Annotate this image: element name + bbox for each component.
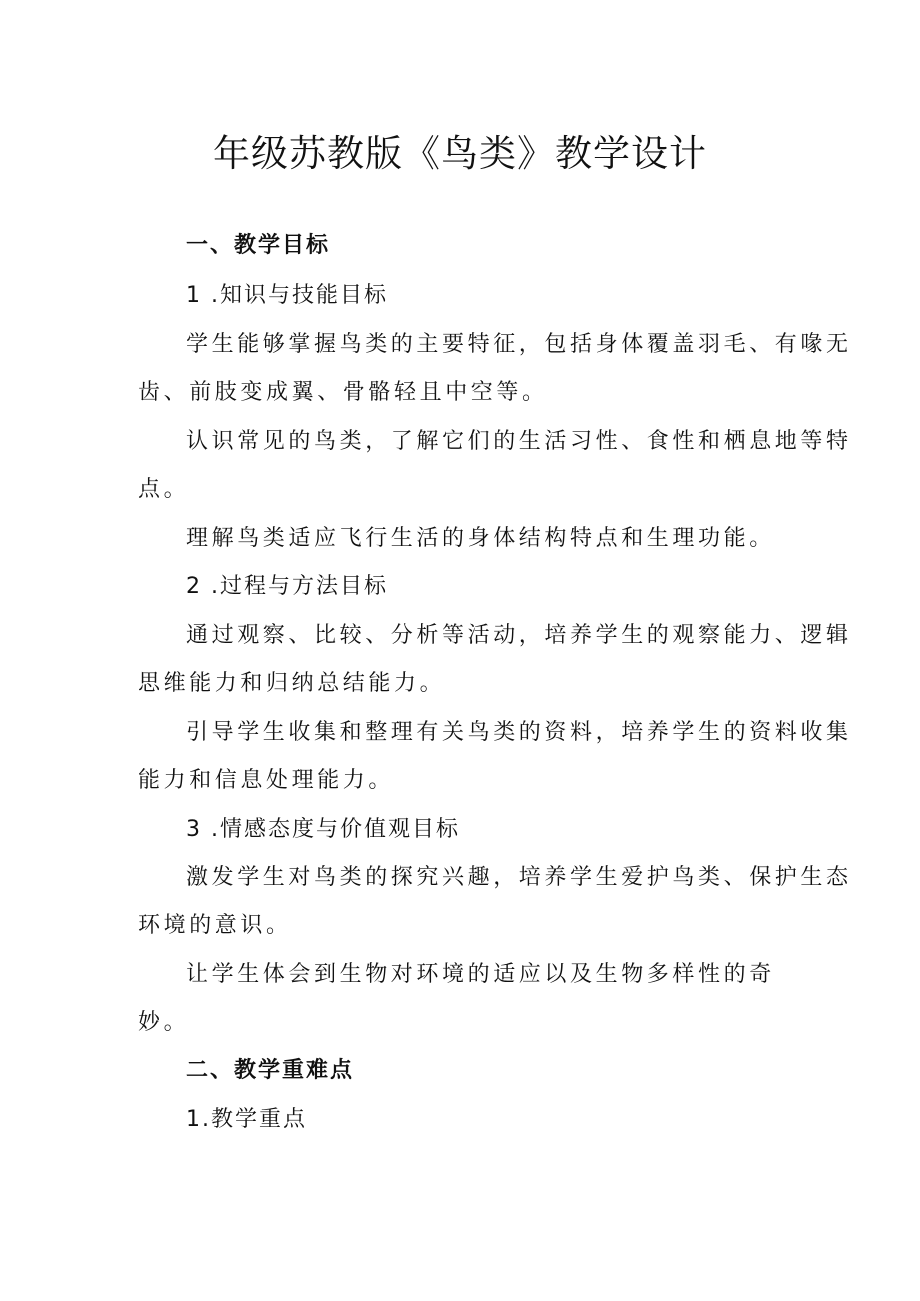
paragraph-line: 通过观察、比较、分析等活动，培养学生的观察能力、逻辑 xyxy=(186,623,852,648)
subheading-emotion-values: 3 .情感态度与价值观目标 xyxy=(186,817,460,842)
paragraph-line: 学生能够掌握鸟类的主要特征，包括身体覆盖羽毛、有喙无 xyxy=(186,332,852,357)
section-heading-key-difficult-points: 二、教学重难点 xyxy=(186,1058,355,1083)
paragraph-line: 思维能力和归纳总结能力。 xyxy=(138,671,446,696)
document-title: 年级苏教版《鸟类》教学设计 xyxy=(213,132,707,175)
paragraph-line: 激发学生对鸟类的探究兴趣，培养学生爱护鸟类、保护生态 xyxy=(186,865,852,890)
section-heading-teaching-goals: 一、教学目标 xyxy=(186,233,331,258)
paragraph-line: 能力和信息处理能力。 xyxy=(138,768,395,793)
subheading-teaching-key-points: 1.教学重点 xyxy=(186,1107,307,1132)
paragraph-line: 环境的意识。 xyxy=(138,913,292,938)
paragraph-line: 引导学生收集和整理有关鸟类的资料，培养学生的资料收集 xyxy=(186,720,852,745)
paragraph-line: 让学生体会到生物对环境的适应以及生物多样性的奇 xyxy=(186,962,775,987)
paragraph-line: 妙。 xyxy=(138,1010,190,1035)
paragraph-line: 点。 xyxy=(138,477,190,502)
paragraph-line: 认识常见的鸟类，了解它们的生活习性、食性和栖息地等特 xyxy=(186,429,852,454)
subheading-knowledge-skills: 1 .知识与技能目标 xyxy=(186,283,388,308)
paragraph-line: 齿、前肢变成翼、骨骼轻且中空等。 xyxy=(138,380,548,405)
paragraph-line: 理解鸟类适应飞行生活的身体结构特点和生理功能。 xyxy=(186,526,775,551)
subheading-process-methods: 2 .过程与方法目标 xyxy=(186,574,388,599)
